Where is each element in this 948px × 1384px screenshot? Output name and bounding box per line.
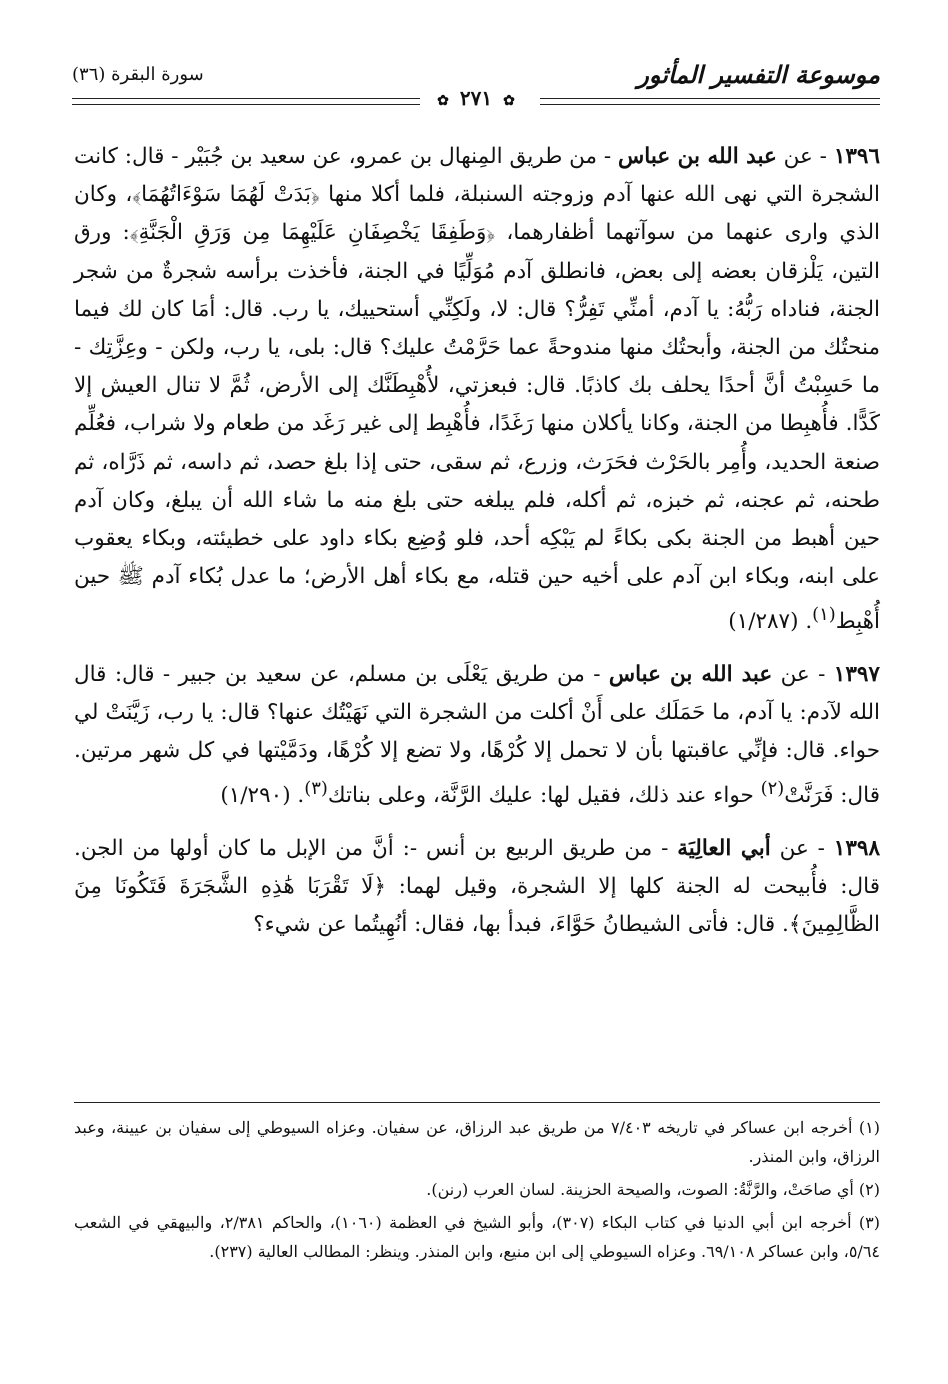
page-header <box>72 60 880 120</box>
entry-number: ١٣٩٦ <box>833 144 881 169</box>
book-title: موسوعة التفسير المأثور <box>637 60 880 89</box>
entry-prefix: - عن <box>779 835 825 861</box>
entry-citation: . (١/٢٩٠) <box>220 783 305 809</box>
footnote: (٣) أخرجه ابن أبي الدنيا في كتاب البكاء (٣٠٧)، وأبو الشيخ في العظمة (١٠٦٠)، والحاكم ٢/٣٨١، والبيهقي في الشعب ٥/٦٤، وابن عساكر ٦٩/١٠٨. وعزاه السيوطي إلى ابن منيع، وابن المنذر. وينظر: المطالب العالية (٢٣٧). <box>74 1213 880 1261</box>
entry <box>74 656 880 816</box>
entry-paragraph <box>74 830 880 945</box>
entry-text: - من طريق الربيع بن أنس -: أنَّ من الإبل ما كان أولها من الجن. قال: فأُبيحت له الجنة كلها إلا الشجرة، وقيل لهما: ﴿لَا تَقْرَبَا هَٰذِهِ الشَّجَرَةَ فَتَكُونَا مِنَ الظَّالِمِينَ﴾. قال: فأتى الشيطانُ حَوَّاءَ، فبدأ بها، فقال: أنُهِيتُما عن شيء؟ <box>74 835 880 938</box>
entry-text: - من طريق المِنهال بن عمرو، عن سعيد بن جُبَيْر - قال: كانت الشجرة التي نهى الله عنها آدم وزوجته السنبلة، فلما أكلا منها ﴿بَدَتْ لَهُمَا سَوْءَاتُهُمَا﴾، وكان الذي وارى عنهما من سوآتهما أظفارهما، ﴿وَطَفِقَا يَخْصِفَانِ عَلَيْهِمَا مِن وَرَقِ الْجَنَّةِ﴾: ورق التين، يَلْزقان بعضه إلى بعض، فانطلق آدم مُوَلِّيًا في الجنة، فأخذت برأسه شجرةٌ من شجر الجنة، فناداه رَبُّهُ: يا آدم، أمنِّي تَفِرُّ؟ قال: لا، ولَكِنِّي أستحييك، يا رب. قال: أمَا كان لك فيما منحتُك من الجنة، وأبحتُك منها مندوحةً عما حَرَّمْتُ عليك؟ قال: بلى، يا رب، ولكن - وعِزَّتِك - ما حَسِبْتُ أنَّ أحدًا يحلف بك كاذبًا. قال: فبعزتي، لأُهْبِطَنَّك إلى الأرض، ثُمَّ لا تنال العيش إلا كَدًّا. فأُهبِطا من الجنة، وكانا يأكلان منها رَغَدًا، فأُهْبِط إلى غير رَغَد من طعام ولا شراب، فعُلِّم صنعة الحديد، وأُمِر بالحَرْث فحَرَث، وزرع، ثم سقى، حتى إذا بلغ حصد، ثم داسه، ثم ذَرَّاه، ثم طحنه، ثم عجنه، ثم خبزه، ثم أكله، فلم يبلغه حتى بلغ منه ما شاء الله أن يبلغ، وكان آدم حين أهبط من الجنة بكى بكاءً لم يَبْكِه أحد، فلو وُضِع بكاء داود على خطيئته، وبكاء يعقوب على ابنه، وبكاء ابن آدم على أخيه حين قتله، مع بكاء أهل الأرض؛ ما عدل بُكاء آدم ﷺ حين أُهْبِط <box>74 144 880 635</box>
footnote: (٢) أي صاحَتْ، والرَّنَّةُ: الصوت، والصيحة الحزينة. لسان العرب (رنن). <box>426 1180 880 1199</box>
page-number-group <box>72 86 880 110</box>
footnote-ref: (٣) <box>304 778 328 800</box>
entry-citation: . (١/٢٨٧) <box>728 609 813 635</box>
entry-text-continued: حواء عند ذلك، فقيل لها: عليك الرَّنَّة، وعلى بناتك <box>327 783 761 809</box>
footnote: (١) أخرجه ابن عساكر في تاريخه ٧/٤٠٣ من طريق عبد الرزاق، عن سفيان. وعزاه السيوطي إلى سفيان بن عيينة، وعبد الرزاق، وابن المنذر. <box>74 1118 880 1166</box>
surah-label: سورة البقرة (٣٦) <box>72 64 204 85</box>
entry-text: - من طريق يَعْلَى بن مسلم، عن سعيد بن جبير - قال: قال الله لآدم: يا آدم، ما حَمَلَك على أَنْ أكلت من الشجرة التي نَهَيْتُك عنها؟ قال: يا رب، زَيَّنَتْ لي حواء. قال: فإنِّي عاقبتها بأن لا تحمل إلا كُرْهًا، ولا تضع إلا كُرْهًا، ودَمَّيْتها في كل شهر مرتين. قال: فَرَنَّتْ <box>74 661 880 809</box>
footnote-ref: (١) <box>812 604 836 626</box>
entry-prefix: - عن <box>783 144 827 169</box>
ornament-icon: ✿ <box>437 93 449 109</box>
entry-paragraph <box>74 138 880 642</box>
ornament-icon: ✿ <box>503 93 515 109</box>
entry-number: ١٣٩٨ <box>833 835 880 861</box>
footnote-ref: (٢) <box>760 778 785 800</box>
entry-narrator: أبي العالِيَة <box>677 835 771 861</box>
main-text <box>74 138 880 958</box>
entry-number: ١٣٩٧ <box>833 661 880 687</box>
footnotes <box>74 1102 880 1270</box>
entry-paragraph <box>74 656 880 816</box>
page-number: ٢٧١ <box>459 86 493 110</box>
entry-prefix: - عن <box>780 661 826 687</box>
entry-narrator: عبد الله بن عباس <box>618 144 777 169</box>
entry <box>74 138 880 642</box>
entry <box>74 830 880 945</box>
entry-narrator: عبد الله بن عباس <box>608 661 773 687</box>
